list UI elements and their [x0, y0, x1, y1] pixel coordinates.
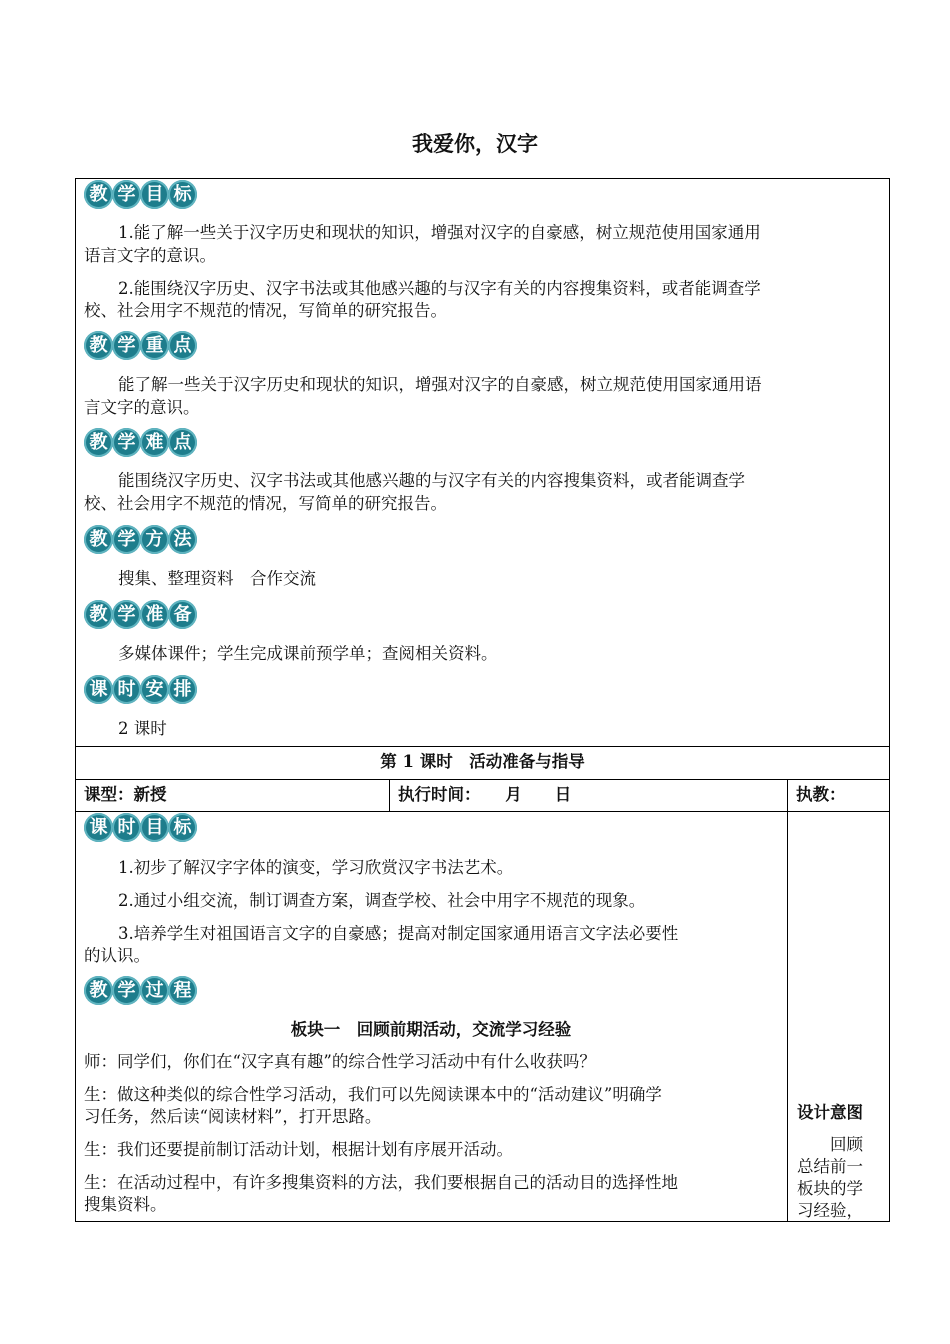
divider — [75, 811, 890, 812]
teaching-process-badge: 教 学 过 程 — [84, 976, 196, 1005]
dialogue-line: 生：在活动过程中，有许多搜集资料的方法，我们要根据自己的活动目的选择性地 — [84, 1173, 678, 1192]
teaching-difficulty-badge: 教 学 难 点 — [84, 428, 196, 457]
lesson-time: 执行时间： 月 日 — [398, 785, 572, 804]
teaching-goals-badge: 教 学 目 标 — [84, 180, 196, 209]
design-intent-text: 习经验， — [797, 1201, 863, 1220]
goal-text: 语言文字的意识。 — [84, 246, 216, 265]
lesson-goals-badge: 课 时 目 标 — [84, 813, 196, 842]
focus-text: 言文字的意识。 — [84, 398, 200, 417]
divider — [75, 779, 890, 780]
lesson-goal: 2.通过小组交流，制订调查方案，调查学校、社会中用字不规范的现象。 — [118, 891, 646, 910]
dialogue-line: 搜集资料。 — [84, 1195, 167, 1214]
goal-text: 1.能了解一些关于汉字历史和现状的知识，增强对汉字的自豪感，树立规范使用国家通用 — [118, 223, 761, 242]
divider — [787, 779, 788, 1222]
method-text: 搜集、整理资料 合作交流 — [118, 569, 316, 588]
lesson-goal: 1.初步了解汉字字体的演变，学习欣赏汉字书法艺术。 — [118, 858, 514, 877]
goal-text: 校、社会用字不规范的情况，写简单的研究报告。 — [84, 301, 447, 320]
design-intent-title: 设计意图 — [797, 1103, 863, 1122]
lesson-goal: 3.培养学生对祖国语言文字的自豪感；提高对制定国家通用语言文字法必要性 — [118, 924, 679, 943]
dialogue-line: 生：我们还要提前制订活动计划，根据计划有序展开活动。 — [84, 1140, 513, 1159]
lesson-heading: 第 1 课时 活动准备与指导 — [380, 752, 585, 771]
design-intent-text: 总结前一 — [797, 1157, 863, 1176]
lesson-type: 课型：新授 — [84, 785, 167, 804]
design-intent-text: 回顾 — [830, 1135, 863, 1154]
teaching-method-badge: 教 学 方 法 — [84, 525, 196, 554]
dialogue-line: 习任务，然后读“阅读材料”，打开思路。 — [84, 1107, 382, 1126]
design-intent-text: 板块的学 — [797, 1179, 863, 1198]
divider — [75, 746, 890, 747]
lesson-teacher: 执教： — [796, 785, 846, 804]
difficulty-text: 校、社会用字不规范的情况，写简单的研究报告。 — [84, 494, 447, 513]
dialogue-line: 师：同学们，你们在“汉字真有趣”的综合性学习活动中有什么收获吗？ — [84, 1052, 596, 1071]
dialogue-line: 生：做这种类似的综合性学习活动，我们可以先阅读课本中的“活动建议”明确学 — [84, 1085, 662, 1104]
goal-text: 2.能围绕汉字历史、汉字书法或其他感兴趣的与汉字有关的内容搜集资料，或者能调查学 — [118, 279, 761, 298]
divider — [389, 779, 390, 812]
schedule-text: 2 课时 — [118, 719, 167, 738]
lesson-goal: 的认识。 — [84, 946, 150, 965]
difficulty-text: 能围绕汉字历史、汉字书法或其他感兴趣的与汉字有关的内容搜集资料，或者能调查学 — [118, 471, 745, 490]
teaching-prep-badge: 教 学 准 备 — [84, 600, 196, 629]
block-heading: 板块一 回顾前期活动，交流学习经验 — [290, 1020, 572, 1039]
page-title: 我爱你，汉字 — [412, 131, 538, 156]
teaching-focus-badge: 教 学 重 点 — [84, 331, 196, 360]
focus-text: 能了解一些关于汉字历史和现状的知识，增强对汉字的自豪感，树立规范使用国家通用语 — [118, 375, 762, 394]
schedule-badge: 课 时 安 排 — [84, 675, 196, 704]
prep-text: 多媒体课件；学生完成课前预学单；查阅相关资料。 — [118, 644, 498, 663]
